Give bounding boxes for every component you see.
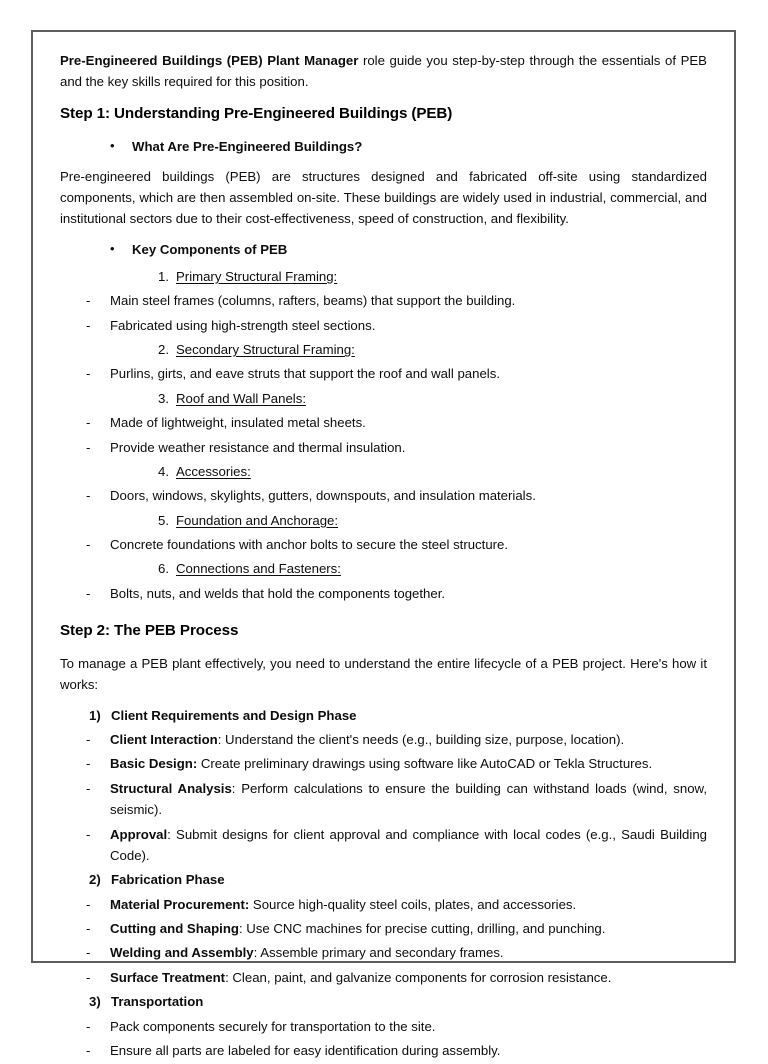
component-detail <box>60 290 707 311</box>
phase-item <box>60 967 707 988</box>
component-heading <box>60 266 707 287</box>
dash-icon: - <box>86 969 91 985</box>
dash-icon: - <box>86 732 91 748</box>
dash-icon: - <box>86 415 91 431</box>
phase-item-lead: Welding and Assembly <box>110 945 254 961</box>
dash-icon: - <box>86 537 91 553</box>
document-content <box>60 50 707 1064</box>
component-detail-text: Concrete foundations with anchor bolts to secure the steel structure. <box>110 537 509 553</box>
phase-number: 3) <box>89 994 101 1010</box>
dash-icon: - <box>86 896 91 912</box>
phase-item-text: Pack components securely for transportation to the site. <box>110 1018 436 1034</box>
phase-item-text <box>110 918 707 939</box>
component-detail <box>60 363 707 384</box>
component-heading <box>60 558 707 579</box>
dash-icon: - <box>86 826 91 842</box>
dash-icon: - <box>86 317 91 333</box>
phase-item-text <box>110 824 707 867</box>
component-title: Roof and Wall Panels: <box>176 390 306 406</box>
phase-item-rest: Create preliminary drawings using software like AutoCAD or Tekla Structures. <box>197 756 653 772</box>
phase-title: Fabrication Phase <box>111 872 225 888</box>
component-heading <box>60 339 707 360</box>
component-detail-text: Provide weather resistance and thermal insulation. <box>110 439 406 455</box>
phase-item-lead: Structural Analysis <box>110 780 232 796</box>
intro-rest: role guide you step-by-step through the essentials of PEB and the key skills required for this position. <box>60 53 707 90</box>
phase-number: 2) <box>89 872 101 888</box>
step2-heading: Step 2: The PEB Process <box>60 622 239 640</box>
phase-item-lead: Client Interaction <box>110 732 218 748</box>
phase-item <box>60 894 707 915</box>
component-heading <box>60 461 707 482</box>
peb-definition-paragraph: Pre-engineered buildings (PEB) are structures designed and fabricated off-site using standardized components, which are then assembled on-site. These buildings are widely used in industrial, commercial, and institutional sectors due to their cost-effectiveness, speed of construction, and flexibility. <box>60 168 707 227</box>
phase-item-text <box>110 967 707 988</box>
component-number: 6. <box>158 561 169 577</box>
component-number: 1. <box>158 268 169 284</box>
dash-icon: - <box>86 366 91 382</box>
component-title: Connections and Fasteners: <box>176 561 341 577</box>
component-detail <box>60 485 707 506</box>
phase-title: Transportation <box>111 994 204 1010</box>
phase-item <box>60 753 707 774</box>
component-detail-text: Purlins, girts, and eave struts that support the roof and wall panels. <box>110 366 500 382</box>
phase-item <box>60 918 707 939</box>
component-detail <box>60 583 707 604</box>
phase-heading <box>60 991 707 1012</box>
bullet-icon: • <box>110 240 115 256</box>
phase-item-rest: : Clean, paint, and galvanize components for corrosion resistance. <box>225 969 612 985</box>
component-detail-text: Main steel frames (columns, rafters, beams) that support the building. <box>110 293 516 309</box>
document-page <box>31 30 736 1058</box>
component-title: Secondary Structural Framing: <box>176 342 355 358</box>
phase-item <box>60 729 707 750</box>
phase-item-lead: Material Procurement: <box>110 896 250 912</box>
component-detail-text: Bolts, nuts, and welds that hold the components together. <box>110 585 446 601</box>
bullet-what-are-peb-label: What Are Pre-Engineered Buildings? <box>132 138 363 154</box>
phase-item-rest: : Assemble primary and secondary frames. <box>253 945 504 961</box>
dash-icon: - <box>86 756 91 772</box>
dash-icon: - <box>86 585 91 601</box>
dash-icon: - <box>86 1042 91 1058</box>
component-heading <box>60 388 707 409</box>
dash-icon: - <box>86 293 91 309</box>
component-detail <box>60 437 707 458</box>
phase-number: 1) <box>89 707 101 723</box>
step1-heading: Step 1: Understanding Pre-Engineered Buildings (PEB) <box>60 104 453 122</box>
phase-item-rest: : Perform calculations to ensure the building can withstand loads (wind, snow, seismic). <box>110 780 707 818</box>
phase-item-text <box>110 753 707 774</box>
phase-item-lead: Cutting and Shaping <box>110 921 239 937</box>
component-detail <box>60 412 707 433</box>
phase-item-rest: : Submit designs for client approval and compliance with local codes (e.g., Saudi Building Code). <box>110 826 707 863</box>
component-title: Primary Structural Framing: <box>176 268 338 284</box>
component-detail <box>60 315 707 336</box>
intro-bold-lead: Pre-Engineered Buildings (PEB) Plant Manager <box>60 53 359 68</box>
dash-icon: - <box>86 1018 91 1034</box>
bullet-key-components-label: Key Components of PEB <box>132 241 288 257</box>
phase-item-text: Ensure all parts are labeled for easy identification during assembly. <box>110 1042 501 1058</box>
phase-item-lead: Approval <box>110 826 168 842</box>
component-number: 3. <box>158 390 169 406</box>
phase-item-rest: Source high-quality steel coils, plates, and accessories. <box>249 896 577 912</box>
component-number: 4. <box>158 463 169 479</box>
phase-item-text <box>110 894 707 915</box>
phase-heading <box>60 705 707 726</box>
phase-item <box>60 1040 707 1061</box>
component-heading <box>60 510 707 531</box>
component-detail-text: Made of lightweight, insulated metal sheets. <box>110 415 366 431</box>
phase-item-rest: : Use CNC machines for precise cutting, drilling, and punching. <box>238 921 606 937</box>
bullet-key-components <box>60 239 707 260</box>
phase-item-text <box>110 942 707 963</box>
phase-title: Client Requirements and Design Phase <box>111 707 357 723</box>
phase-item <box>60 942 707 963</box>
phase-heading <box>60 869 707 890</box>
intro-paragraph <box>60 50 707 93</box>
dash-icon: - <box>86 921 91 937</box>
dash-icon: - <box>86 780 91 796</box>
step2-intro-paragraph: To manage a PEB plant effectively, you need to understand the entire lifecycle of a PEB project. Here's how it works: <box>60 655 707 693</box>
component-detail-text: Fabricated using high-strength steel sections. <box>110 317 376 333</box>
bullet-icon: • <box>110 137 115 153</box>
phase-item-rest: : Understand the client's needs (e.g., building size, purpose, location). <box>217 732 625 748</box>
component-detail-text: Doors, windows, skylights, gutters, downspouts, and insulation materials. <box>110 488 536 504</box>
phase-item <box>60 1016 707 1037</box>
component-detail <box>60 534 707 555</box>
phase-item-text <box>110 729 707 750</box>
component-title: Foundation and Anchorage: <box>176 512 339 528</box>
phase-item-lead: Surface Treatment <box>110 969 226 985</box>
phase-item <box>60 824 707 867</box>
bullet-what-are-peb <box>60 136 707 157</box>
dash-icon: - <box>86 488 91 504</box>
phase-item-text <box>110 778 707 821</box>
component-number: 5. <box>158 512 169 528</box>
dash-icon: - <box>86 945 91 961</box>
component-number: 2. <box>158 342 169 358</box>
dash-icon: - <box>86 439 91 455</box>
phase-item <box>60 778 707 821</box>
phase-item-lead: Basic Design: <box>110 756 198 772</box>
component-title: Accessories: <box>176 463 251 479</box>
